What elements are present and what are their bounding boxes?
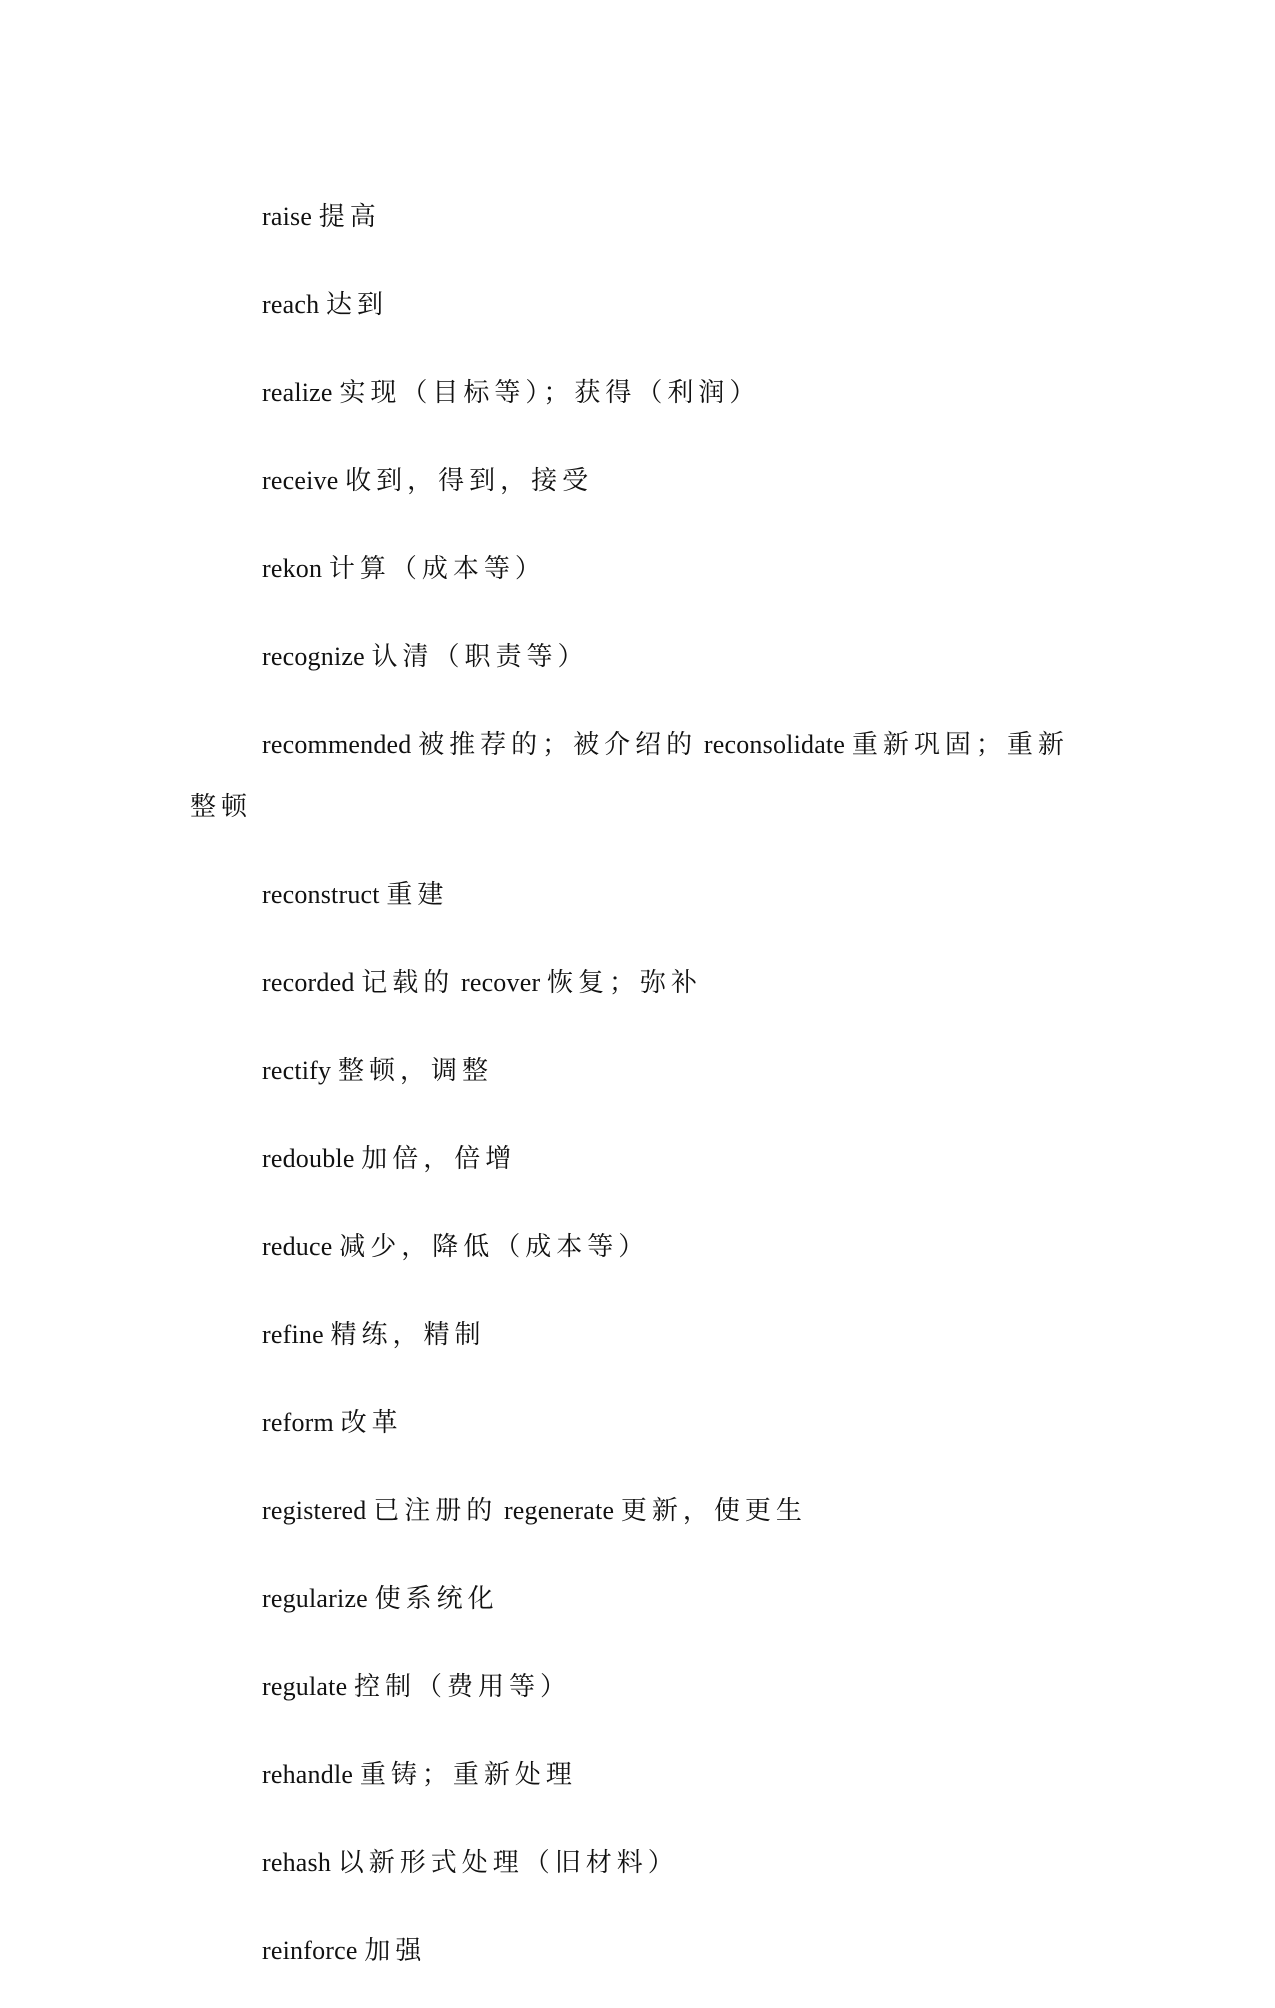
- glossary-entry: [190, 952, 1070, 1014]
- glossary-entry: [190, 864, 1070, 926]
- term-chinese: 达到: [325, 290, 388, 319]
- term-english: raise: [262, 202, 313, 231]
- glossary-entry: [190, 1392, 1070, 1454]
- term-chinese: 减少，降低（成本等）: [339, 1232, 650, 1261]
- term-chinese: 实现（目标等）；获得（利润）: [339, 378, 761, 407]
- term-chinese: 整顿，调整: [337, 1056, 493, 1085]
- term-english: rectify: [262, 1056, 332, 1085]
- term-chinese: 认清（职责等）: [371, 642, 589, 671]
- term-english: registered: [262, 1496, 367, 1525]
- term-chinese-second: 更新，使更生: [620, 1496, 807, 1525]
- term-chinese-second: 恢复；弥补: [547, 968, 703, 997]
- term-chinese: 加倍，倍增: [361, 1144, 517, 1173]
- glossary-list: [190, 160, 1070, 2008]
- glossary-entry: [190, 362, 1070, 424]
- term-english: recommended: [262, 730, 412, 759]
- glossary-entry: [190, 1216, 1070, 1278]
- term-chinese: 记载的: [361, 968, 455, 997]
- term-chinese: 收到，得到，接受: [345, 466, 594, 495]
- term-english: rehash: [262, 1848, 332, 1877]
- term-english: regularize: [262, 1584, 368, 1613]
- term-chinese: 提高: [318, 202, 381, 231]
- term-english-second: regenerate: [503, 1496, 615, 1525]
- glossary-entry: [190, 1040, 1070, 1102]
- term-english: rehandle: [262, 1760, 354, 1789]
- term-chinese: 计算（成本等）: [328, 554, 546, 583]
- term-chinese: 使系统化: [374, 1584, 499, 1613]
- term-chinese: 以新形式处理（旧材料）: [337, 1848, 679, 1877]
- glossary-entry: [190, 714, 1070, 838]
- term-chinese: 精练，精制: [330, 1320, 486, 1349]
- glossary-entry: [190, 186, 1070, 248]
- term-chinese: 已注册的: [373, 1496, 498, 1525]
- term-english: redouble: [262, 1144, 355, 1173]
- glossary-entry: [190, 1832, 1070, 1894]
- term-chinese: 被推荐的；被介绍的: [418, 730, 698, 759]
- glossary-entry: [190, 450, 1070, 512]
- glossary-entry: [190, 538, 1070, 600]
- glossary-entry: [190, 1920, 1070, 1982]
- term-english: recognize: [262, 642, 365, 671]
- term-english-second: reconsolidate: [703, 730, 846, 759]
- glossary-entry: [190, 1744, 1070, 1806]
- glossary-entry: [190, 274, 1070, 336]
- term-english: recorded: [262, 968, 355, 997]
- term-english: realize: [262, 378, 333, 407]
- term-chinese-second: 重新巩固；重新整顿: [190, 730, 1069, 821]
- term-chinese: 加强: [364, 1936, 427, 1965]
- term-english: reach: [262, 290, 320, 319]
- term-chinese: 重建: [386, 880, 449, 909]
- term-english: reduce: [262, 1232, 333, 1261]
- term-chinese: 改革: [340, 1408, 403, 1437]
- term-english: regulate: [262, 1672, 348, 1701]
- term-chinese: 控制（费用等）: [354, 1672, 572, 1701]
- term-english: rekon: [262, 554, 323, 583]
- term-english: refine: [262, 1320, 324, 1349]
- glossary-entry: [190, 1568, 1070, 1630]
- glossary-entry: [190, 1304, 1070, 1366]
- term-english: reconstruct: [262, 880, 380, 909]
- term-chinese: 重铸；重新处理: [359, 1760, 577, 1789]
- term-english: reform: [262, 1408, 334, 1437]
- term-english: reinforce: [262, 1936, 358, 1965]
- term-english-second: recover: [460, 968, 541, 997]
- glossary-entry: [190, 626, 1070, 688]
- glossary-entry: [190, 1656, 1070, 1718]
- glossary-entry: [190, 1480, 1070, 1542]
- glossary-entry: [190, 1128, 1070, 1190]
- term-english: receive: [262, 466, 339, 495]
